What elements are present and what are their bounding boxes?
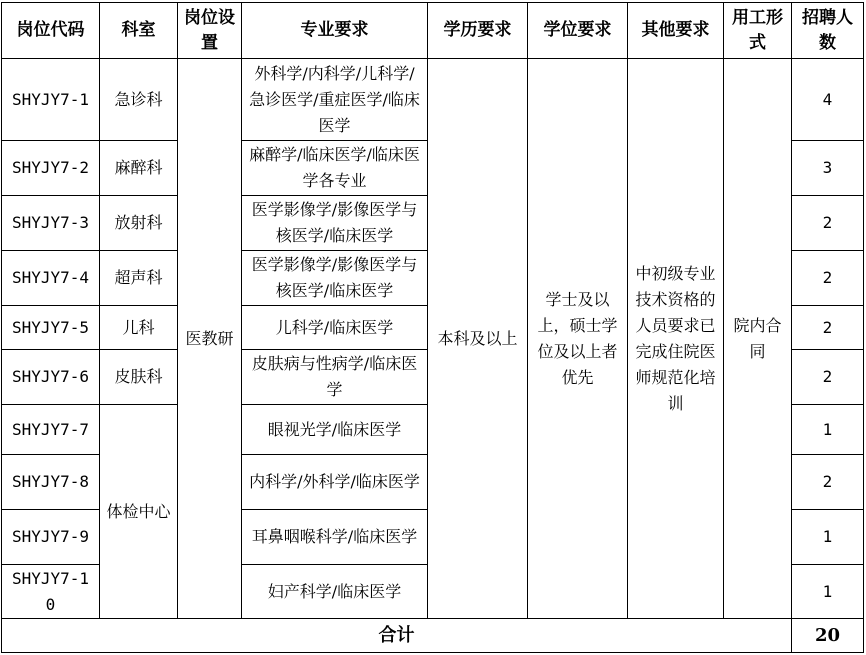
- post-code: SHYJY7-7: [2, 405, 100, 455]
- major-requirement: 眼视光学/临床医学: [242, 405, 428, 455]
- major-requirement: 外科学/内科学/儿科学/急诊医学/重症医学/临床医学: [242, 59, 428, 141]
- major-requirement: 内科学/外科学/临床医学: [242, 455, 428, 510]
- header-degree: 学位要求: [528, 3, 628, 59]
- total-value: 20: [792, 619, 864, 653]
- header-count: 招聘人数: [792, 3, 864, 59]
- total-row: [2, 619, 864, 653]
- major-requirement: 麻醉学/临床医学/临床医学各专业: [242, 141, 428, 196]
- hire-count: 2: [792, 251, 864, 306]
- hire-count: 1: [792, 405, 864, 455]
- hire-count: 2: [792, 455, 864, 510]
- header-major: 专业要求: [242, 3, 428, 59]
- post-code: SHYJY7-3: [2, 196, 100, 251]
- department: 放射科: [100, 196, 178, 251]
- department: 皮肤科: [100, 350, 178, 405]
- header-employment: 用工形式: [724, 3, 792, 59]
- department: 体检中心: [100, 405, 178, 619]
- header-post: 岗位设置: [178, 3, 242, 59]
- hire-count: 1: [792, 565, 864, 619]
- major-requirement: 医学影像学/影像医学与核医学/临床医学: [242, 251, 428, 306]
- post-code: SHYJY7-8: [2, 455, 100, 510]
- post-code: SHYJY7-5: [2, 306, 100, 350]
- education-requirement: 本科及以上: [428, 59, 528, 619]
- degree-requirement: 学士及以上，硕士学位及以上者优先: [528, 59, 628, 619]
- department: 超声科: [100, 251, 178, 306]
- post-code: SHYJY7-9: [2, 510, 100, 565]
- post-code: SHYJY7-1: [2, 59, 100, 141]
- header-education: 学历要求: [428, 3, 528, 59]
- department: 急诊科: [100, 59, 178, 141]
- hire-count: 2: [792, 350, 864, 405]
- major-requirement: 儿科学/临床医学: [242, 306, 428, 350]
- post-code: SHYJY7-4: [2, 251, 100, 306]
- department: 麻醉科: [100, 141, 178, 196]
- post-code: SHYJY7-6: [2, 350, 100, 405]
- post-setting: 医教研: [178, 59, 242, 619]
- table-row: [2, 59, 864, 141]
- total-label: 合计: [2, 619, 792, 653]
- hire-count: 2: [792, 306, 864, 350]
- hire-count: 3: [792, 141, 864, 196]
- major-requirement: 耳鼻咽喉科学/临床医学: [242, 510, 428, 565]
- other-requirement: 中初级专业技术资格的人员要求已完成住院医师规范化培训: [628, 59, 724, 619]
- header-other: 其他要求: [628, 3, 724, 59]
- hire-count: 4: [792, 59, 864, 141]
- major-requirement: 妇产科学/临床医学: [242, 565, 428, 619]
- header-dept: 科室: [100, 3, 178, 59]
- department: 儿科: [100, 306, 178, 350]
- hire-count: 1: [792, 510, 864, 565]
- hire-count: 2: [792, 196, 864, 251]
- header-code: 岗位代码: [2, 3, 100, 59]
- major-requirement: 皮肤病与性病学/临床医学: [242, 350, 428, 405]
- post-code: SHYJY7-2: [2, 141, 100, 196]
- recruitment-table: [1, 2, 864, 653]
- post-code: SHYJY7-10: [2, 565, 100, 619]
- major-requirement: 医学影像学/影像医学与核医学/临床医学: [242, 196, 428, 251]
- employment-type: 院内合同: [724, 59, 792, 619]
- header-row: [2, 3, 864, 59]
